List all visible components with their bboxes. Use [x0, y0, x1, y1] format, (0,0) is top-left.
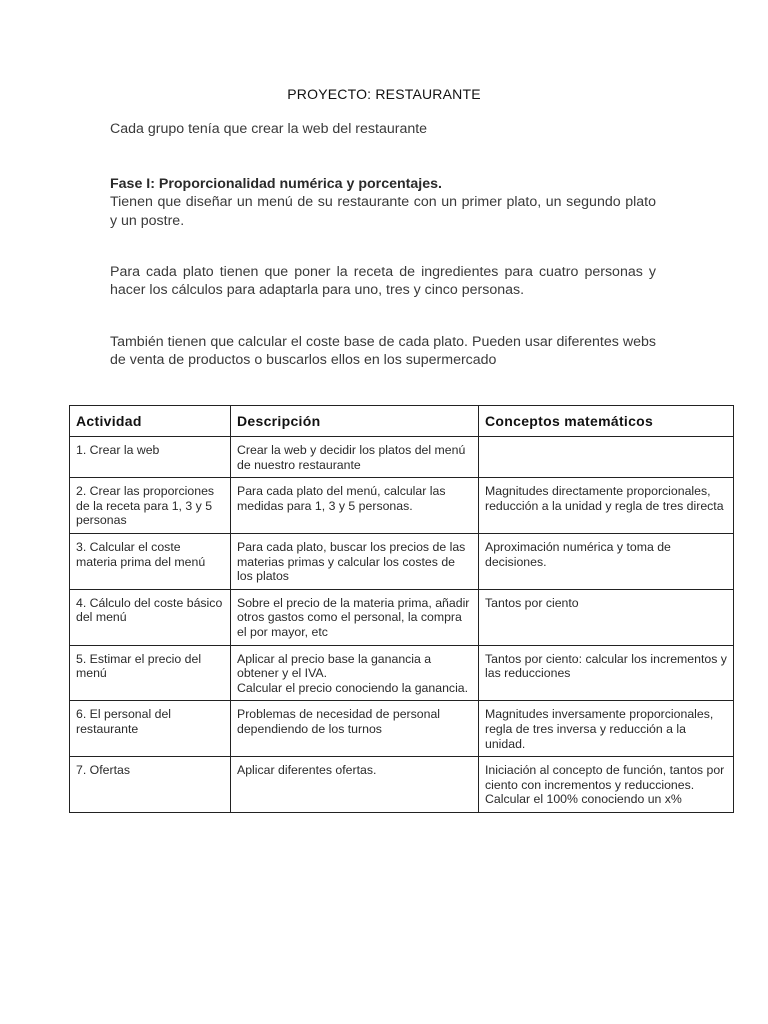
descripcion-line: Para cada plato, buscar los precios de las materias primas y calcular los costes de los platos [237, 539, 466, 584]
table-row [70, 533, 734, 589]
phase-text: Tienen que diseñar un menú de su restaurante con un primer plato, un segundo plato y un postre. [110, 194, 656, 229]
descripcion-line: Para cada plato del menú, calcular las medidas para 1, 3 y 5 personas. [237, 484, 446, 513]
table-row [70, 589, 734, 645]
descripcion-line: Calcular el precio conociendo la ganancia. [237, 680, 469, 695]
table-row [70, 437, 734, 478]
cell-conceptos [479, 533, 734, 589]
descripcion-line: Crear la web y decidir los platos del menú de nuestro restaurante [237, 443, 466, 472]
table-row [70, 478, 734, 534]
cell-actividad: 6. El personal del restaurante [70, 701, 231, 757]
header-descripcion: Descripción [231, 406, 479, 437]
document-title: PROYECTO: RESTAURANTE [287, 86, 481, 102]
conceptos-line: Magnitudes inversamente proporcionales, regla de tres inversa y reducción a la unidad. [485, 707, 714, 751]
cell-descripcion [231, 757, 479, 813]
cell-actividad: 3. Calcular el coste materia prima del menú [70, 533, 231, 589]
table-row [70, 645, 734, 701]
activities-table [69, 405, 734, 813]
cell-descripcion [231, 701, 479, 757]
cell-descripcion [231, 533, 479, 589]
table-row [70, 701, 734, 757]
conceptos-line: Magnitudes directamente proporcionales, reducción a la unidad y regla de tres directa [485, 484, 724, 513]
cell-conceptos [479, 645, 734, 701]
conceptos-line: Tantos por ciento [485, 595, 579, 610]
descripcion-line: Problemas de necesidad de personal dependiendo de los turnos [237, 707, 441, 736]
cell-actividad: 2. Crear las proporciones de la receta para 1, 3 y 5 personas [70, 478, 231, 534]
cell-actividad: 7. Ofertas [70, 757, 231, 813]
cell-descripcion [231, 437, 479, 478]
intro-paragraph: Cada grupo tenía que crear la web del restaurante [110, 121, 428, 137]
descripcion-line: Aplicar al precio base la ganancia a obtener y el IVA. [237, 651, 432, 681]
table-body [70, 437, 734, 813]
cost-paragraph: También tienen que calcular el coste base de cada plato. Pueden usar diferentes webs de venta de productos o buscarlos ellos en los supermercado [110, 334, 656, 369]
cell-actividad: 4. Cálculo del coste básico del menú [70, 589, 231, 645]
recipe-paragraph: Para cada plato tienen que poner la receta de ingredientes para cuatro personas y hacer los cálculos para adaptarla para uno, tres y cinco personas. [110, 264, 656, 299]
cell-actividad: 5. Estimar el precio del menú [70, 645, 231, 701]
cell-descripcion [231, 478, 479, 534]
descripcion-line: Aplicar diferentes ofertas. [237, 763, 377, 778]
cell-descripcion [231, 589, 479, 645]
conceptos-line: Tantos por ciento: calcular los incrementos y las reducciones [485, 651, 727, 681]
cell-conceptos [479, 701, 734, 757]
conceptos-line: Calcular el 100% conociendo un x% [485, 792, 682, 807]
table-header-row [70, 406, 734, 437]
cell-conceptos [479, 437, 734, 478]
phase-heading: Fase I: Proporcionalidad numérica y porcentajes. [110, 176, 442, 192]
conceptos-line: Aproximación numérica y toma de decisiones. [485, 539, 671, 569]
cell-conceptos [479, 589, 734, 645]
cell-conceptos [479, 478, 734, 534]
descripcion-line: Sobre el precio de la materia prima, añadir otros gastos como el personal, la compra el por mayor, etc [237, 595, 470, 639]
phase-section [110, 175, 656, 230]
conceptos-line: Iniciación al concepto de función, tantos por ciento con incrementos y reducciones. [485, 763, 725, 792]
header-actividad: Actividad [70, 406, 231, 437]
cell-conceptos [479, 757, 734, 813]
cell-descripcion [231, 645, 479, 701]
table-row [70, 757, 734, 813]
cell-actividad: 1. Crear la web [70, 437, 231, 478]
header-conceptos: Conceptos matemáticos [479, 406, 734, 437]
